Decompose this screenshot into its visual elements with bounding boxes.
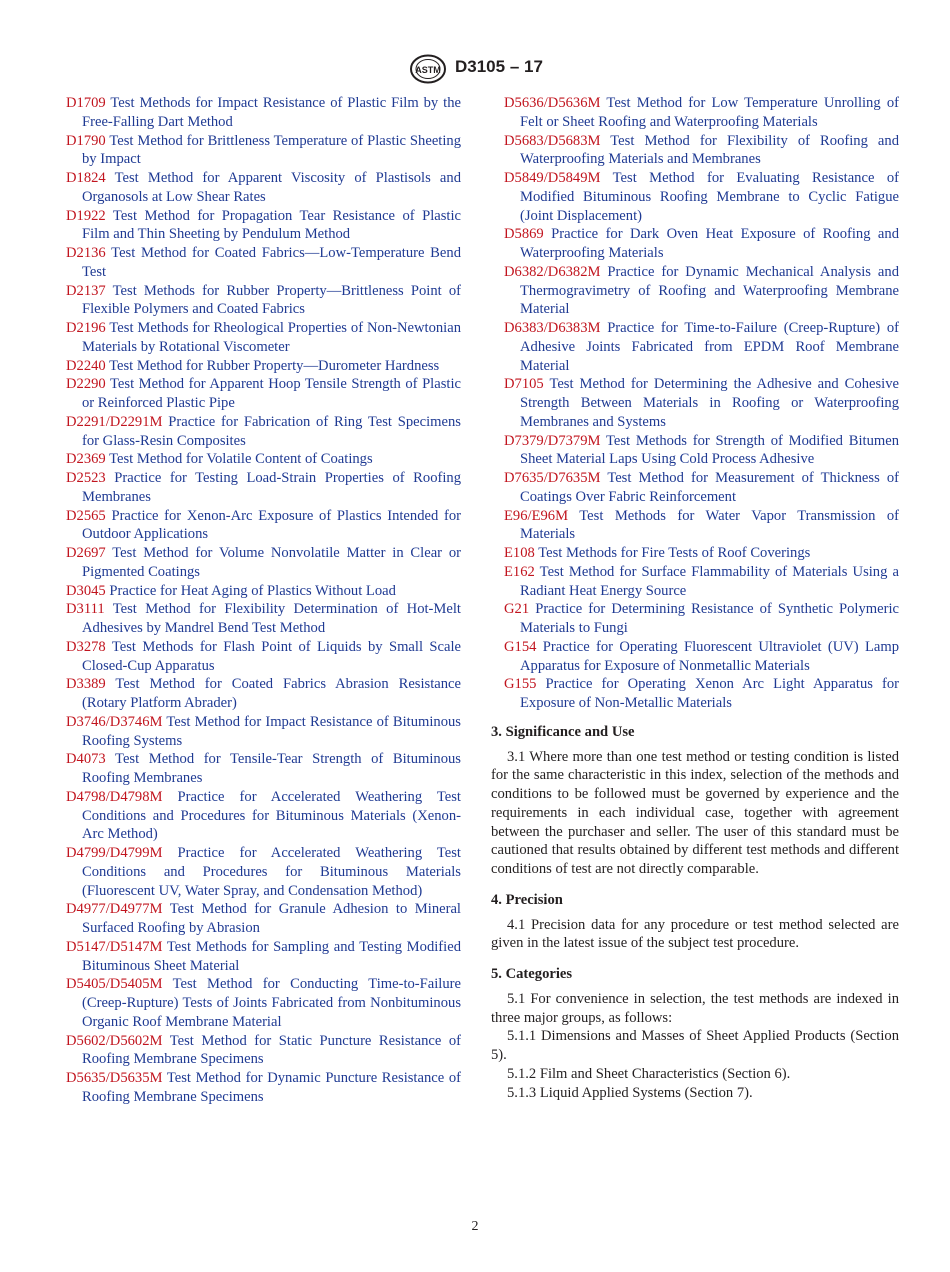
reference-item — [66, 844, 461, 900]
reference-title-link[interactable]: Practice for Fabrication of Ring Test Specimens for Glass-Resin Composites — [82, 413, 461, 449]
reference-code-link[interactable]: E108 — [504, 545, 535, 561]
reference-item — [66, 1032, 461, 1070]
reference-code-link[interactable]: D4799/D4799M — [66, 845, 163, 861]
reference-item — [66, 413, 461, 451]
reference-title-link[interactable]: Practice for Heat Aging of Plastics Without Load — [109, 582, 396, 599]
reference-item — [66, 132, 461, 170]
reference-code-link[interactable]: D2523 — [66, 470, 106, 486]
right-column — [491, 94, 899, 1102]
reference-item — [66, 244, 461, 282]
reference-item — [504, 432, 899, 470]
reference-item — [66, 207, 461, 245]
reference-item — [504, 563, 899, 601]
reference-item — [504, 600, 899, 638]
reference-title-link[interactable]: Test Method for Brittleness Temperature of Plastic Sheeting by Impact — [82, 132, 461, 168]
reference-code-link[interactable]: D3389 — [66, 676, 106, 693]
reference-code-link[interactable]: G155 — [504, 676, 537, 693]
reference-item — [504, 375, 899, 431]
reference-item — [66, 357, 461, 376]
reference-title-link[interactable]: Test Methods for Strength of Modified Bitumen Sheet Material Laps Using Cold Process Adhesive — [520, 432, 900, 468]
reference-item — [66, 750, 461, 788]
reference-title-link[interactable]: Test Method for Flexibility Determination of Hot-Melt Adhesives by Mandrel Bend Test Method — [82, 601, 461, 636]
reference-item — [66, 450, 461, 469]
reference-title-link[interactable]: Test Method for Tensile-Tear Strength of Bituminous Roofing Membranes — [82, 751, 461, 786]
left-column — [66, 94, 461, 1107]
reference-title-link[interactable]: Test Methods for Water Vapor Transmission of Materials — [520, 507, 899, 543]
reference-item — [66, 169, 461, 207]
reference-code-link[interactable]: D3111 — [66, 601, 105, 618]
reference-item — [504, 225, 899, 263]
reference-item — [66, 94, 461, 132]
reference-code-link[interactable]: D7635/D7635M — [504, 470, 601, 486]
reference-code-link[interactable]: G21 — [504, 601, 530, 618]
paragraph-5-1-2: 5.1.2 Film and Sheet Characteristics (Section 6). — [507, 1065, 791, 1082]
reference-item — [504, 675, 899, 713]
reference-code-link[interactable]: D1790 — [66, 132, 106, 149]
reference-item — [66, 582, 461, 601]
reference-title-link[interactable]: Test Method for Determining the Adhesive and Cohesive Strength Between Materials in Roofing or Waterproofing Membranes and Systems — [520, 376, 899, 430]
reference-item — [66, 713, 461, 751]
reference-title-link[interactable]: Test Method for Rubber Property—Durometer Hardness — [109, 357, 440, 374]
reference-item — [66, 319, 461, 357]
referenced-documents-list-continued — [491, 94, 899, 713]
reference-item — [66, 600, 461, 638]
reference-title-link[interactable]: Practice for Dark Oven Heat Exposure of Roofing and Waterproofing Materials — [520, 226, 899, 261]
reference-item — [66, 375, 461, 413]
reference-code-link[interactable]: D5635/D5635M — [66, 1070, 163, 1086]
reference-item — [66, 282, 461, 320]
reference-title-link[interactable]: Practice for Accelerated Weathering Test Conditions and Procedures for Bituminous Materials (Fluorescent UV, Water Spray, and Condensation Method) — [82, 845, 461, 899]
reference-item — [504, 319, 899, 375]
section-heading-categories: 5. Categories — [491, 966, 573, 982]
reference-item — [66, 469, 461, 507]
reference-title-link[interactable]: Test Method for Surface Flammability of Materials Using a Radiant Heat Energy Source — [520, 563, 899, 599]
reference-code-link[interactable]: E96/E96M — [504, 507, 569, 524]
reference-item — [66, 507, 461, 545]
reference-code-link[interactable]: D3746/D3746M — [66, 713, 163, 730]
paragraph-3-1: 3.1 Where more than one test method or testing condition is listed for the same characteristic in this index, selection of the methods and conditions to be followed must be governed by experience and the requirements in each individual case, together with agreement between the purchaser and seller. The user of this standard must be cautioned that results obtained by different test methods and different conditions of test are not directly comparable. — [491, 748, 899, 877]
reference-item — [504, 169, 899, 225]
reference-code-link[interactable]: D6382/D6382M — [504, 263, 601, 280]
reference-code-link[interactable]: D2137 — [66, 282, 106, 299]
reference-item — [504, 638, 899, 676]
reference-code-link[interactable]: D6383/D6383M — [504, 320, 601, 336]
reference-code-link[interactable]: D1922 — [66, 207, 106, 224]
reference-item — [504, 469, 899, 507]
reference-code-link[interactable]: D5405/D5405M — [66, 976, 163, 993]
reference-title-link[interactable]: Test Method for Propagation Tear Resistance of Plastic Film and Thin Sheeting by Pendulum Method — [82, 207, 461, 243]
section-heading-precision: 4. Precision — [491, 891, 563, 908]
reference-code-link[interactable]: D5602/D5602M — [66, 1032, 163, 1049]
reference-code-link[interactable]: D2565 — [66, 507, 106, 524]
reference-item — [504, 132, 899, 170]
reference-code-link[interactable]: D5869 — [504, 226, 544, 243]
reference-title-link[interactable]: Practice for Operating Fluorescent Ultraviolet (UV) Lamp Apparatus for Exposure of Nonmetallic Materials — [520, 638, 899, 674]
reference-title-link[interactable]: Test Methods for Impact Resistance of Plastic Film by the Free-Falling Dart Method — [82, 95, 461, 130]
reference-code-link[interactable]: D4977/D4977M — [66, 901, 163, 918]
reference-item — [66, 544, 461, 582]
reference-title-link[interactable]: Test Method for Volume Nonvolatile Matter in Clear or Pigmented Coatings — [82, 545, 461, 580]
reference-item — [504, 507, 899, 545]
reference-title-link[interactable]: Test Method for Apparent Hoop Tensile Strength of Plastic or Reinforced Plastic Pipe — [82, 376, 461, 411]
page-number: 2 — [471, 1219, 479, 1234]
reference-code-link[interactable]: E162 — [504, 563, 535, 580]
reference-title-link[interactable]: Test Methods for Rheological Properties of Non-Newtonian Materials by Rotational Viscometer — [82, 320, 462, 355]
reference-title-link[interactable]: Test Methods for Flash Point of Liquids by Small Scale Closed-Cup Apparatus — [82, 638, 461, 674]
reference-code-link[interactable]: D7379/D7379M — [504, 432, 601, 449]
paragraph-4-1: 4.1 Precision data for any procedure or test method selected are given in the latest issue of the subject test procedure. — [491, 916, 899, 952]
reference-title-link[interactable]: Test Methods for Rubber Property—Brittleness Point of Flexible Polymers and Coated Fabrics — [82, 282, 461, 318]
reference-title-link[interactable]: Test Method for Dynamic Puncture Resistance of Roofing Membrane Specimens — [82, 1070, 461, 1105]
reference-code-link[interactable]: D2369 — [66, 451, 106, 468]
section-heading-significance: 3. Significance and Use — [491, 723, 635, 740]
reference-title-link[interactable]: Test Method for Coated Fabrics—Low-Temperature Bend Test — [82, 245, 461, 280]
reference-title-link[interactable]: Practice for Operating Xenon Arc Light Apparatus for Exposure of Non-Metallic Materials — [520, 676, 899, 711]
reference-title-link[interactable]: Test Method for Impact Resistance of Bituminous Roofing Systems — [82, 713, 461, 749]
page-header — [0, 54, 950, 88]
reference-code-link[interactable]: D3278 — [66, 638, 106, 655]
reference-code-link[interactable]: D2196 — [66, 320, 106, 336]
reference-code-link[interactable]: D7105 — [504, 376, 544, 393]
astm-logo-icon — [409, 54, 447, 84]
paragraph-5-1-3: 5.1.3 Liquid Applied Systems (Section 7). — [507, 1084, 753, 1101]
reference-title-link[interactable]: Test Method for Measurement of Thickness of Coatings Over Fabric Reinforcement — [520, 470, 899, 505]
reference-code-link[interactable]: D4073 — [66, 751, 106, 768]
reference-code-link[interactable]: D2240 — [66, 357, 106, 374]
reference-code-link[interactable]: D5683/D5683M — [504, 132, 601, 149]
reference-title-link[interactable]: Test Method for Flexibility of Roofing and Waterproofing Materials and Membranes — [520, 132, 899, 168]
reference-item — [66, 638, 461, 676]
reference-code-link[interactable]: D1709 — [66, 95, 106, 111]
reference-code-link[interactable]: D1824 — [66, 170, 106, 186]
reference-title-link[interactable]: Test Method for Apparent Viscosity of Plastisols and Organosols at Low Shear Rates — [82, 170, 462, 205]
reference-title-link[interactable]: Test Method for Conducting Time-to-Failure (Creep-Rupture) Tests of Joints Fabricated from Nonbituminous Organic Roof Membrane Material — [82, 976, 461, 1030]
reference-title-link[interactable]: Test Method for Granule Adhesion to Mineral Surfaced Roofing by Abrasion — [82, 901, 461, 936]
reference-title-link[interactable]: Practice for Dynamic Mechanical Analysis and Thermogravimetry of Roofing and Waterproofing Membrane Material — [520, 263, 899, 318]
reference-item — [66, 975, 461, 1031]
logo-text: ASTM — [415, 65, 441, 75]
reference-code-link[interactable]: D5636/D5636M — [504, 95, 601, 111]
reference-code-link[interactable]: G154 — [504, 638, 537, 655]
reference-code-link[interactable]: D2136 — [66, 245, 106, 261]
reference-title-link[interactable]: Practice for Accelerated Weathering Test Conditions and Procedures for Bituminous Materials (Xenon-Arc Method) — [82, 788, 461, 843]
reference-code-link[interactable]: D4798/D4798M — [66, 788, 163, 805]
reference-title-link[interactable]: Test Method for Low Temperature Unrolling of Felt or Sheet Roofing and Waterproofing Materials — [520, 95, 899, 130]
reference-title-link[interactable]: Practice for Time-to-Failure (Creep-Rupture) of Adhesive Joints Fabricated from EPDM Roof Membrane Material — [520, 320, 899, 374]
reference-item — [66, 675, 461, 713]
reference-item — [66, 788, 461, 844]
reference-title-link[interactable]: Test Method for Coated Fabrics Abrasion Resistance (Rotary Platform Abrader) — [82, 676, 461, 711]
reference-title-link[interactable]: Test Methods for Fire Tests of Roof Coverings — [538, 545, 811, 561]
reference-item — [504, 94, 899, 132]
paragraph-5-1: 5.1 For convenience in selection, the test methods are indexed in three major groups, as follows: — [491, 990, 899, 1026]
standard-designation: D3105 – 17 — [455, 57, 543, 76]
reference-title-link[interactable]: Practice for Testing Load-Strain Properties of Roofing Membranes — [82, 470, 461, 505]
reference-code-link[interactable]: D2290 — [66, 376, 106, 393]
reference-item — [66, 1069, 461, 1107]
reference-code-link[interactable]: D3045 — [66, 582, 106, 599]
reference-item — [504, 544, 899, 563]
reference-title-link[interactable]: Test Method for Volatile Content of Coatings — [109, 451, 373, 468]
reference-item — [66, 900, 461, 938]
reference-code-link[interactable]: D5849/D5849M — [504, 170, 601, 186]
reference-title-link[interactable]: Test Method for Static Puncture Resistance of Roofing Membrane Specimens — [82, 1032, 461, 1068]
reference-title-link[interactable]: Test Methods for Sampling and Testing Modified Bituminous Sheet Material — [82, 938, 461, 974]
reference-title-link[interactable]: Practice for Xenon-Arc Exposure of Plastics Intended for Outdoor Applications — [82, 507, 461, 543]
reference-code-link[interactable]: D5147/D5147M — [66, 938, 163, 955]
reference-item — [504, 263, 899, 319]
paragraph-5-1-1: 5.1.1 Dimensions and Masses of Sheet Applied Products (Section 5). — [491, 1028, 899, 1063]
referenced-documents-list — [66, 94, 461, 1107]
reference-item — [66, 938, 461, 976]
reference-code-link[interactable]: D2697 — [66, 545, 106, 561]
reference-code-link[interactable]: D2291/D2291M — [66, 413, 163, 430]
reference-title-link[interactable]: Test Method for Evaluating Resistance of Modified Bituminous Roofing Membrane to Cyclic Fatigue (Joint Displacement) — [520, 170, 899, 224]
reference-title-link[interactable]: Practice for Determining Resistance of Synthetic Polymeric Materials to Fungi — [520, 601, 899, 636]
